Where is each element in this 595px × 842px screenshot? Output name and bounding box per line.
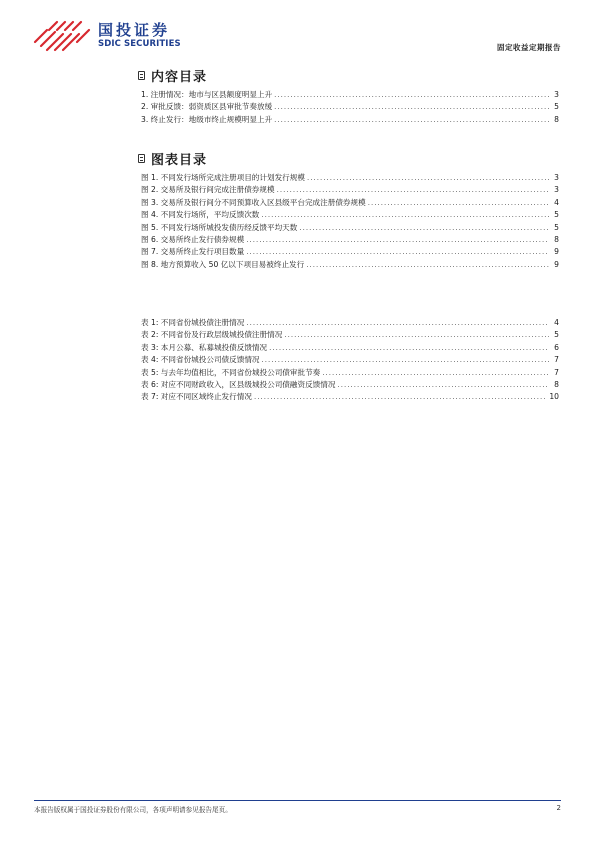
- contents-entry[interactable]: [141, 89, 559, 101]
- contents-entry-label: 1. 注册情况：地市与区县额度明显上升: [141, 90, 273, 99]
- figure-entry[interactable]: [141, 209, 559, 221]
- dot-leader: [307, 173, 549, 184]
- footer-disclaimer: 本报告版权属于国投证券股份有限公司，各项声明请参见报告尾页。: [34, 806, 232, 814]
- table-entry-page: 5: [554, 330, 559, 340]
- figure-entry[interactable]: [141, 172, 559, 184]
- dot-leader: [269, 343, 549, 354]
- contents-entry-page: 3: [554, 90, 559, 99]
- figure-entry-label: 图 6. 交易所终止发行债券规模: [141, 235, 245, 245]
- figure-entry-label: 图 4. 不同发行场所，平均反馈次数: [141, 210, 260, 220]
- figure-entry-page: 3: [554, 173, 559, 182]
- figure-entry[interactable]: [141, 234, 559, 246]
- document-icon: [138, 71, 145, 80]
- contents-entry[interactable]: [141, 101, 559, 113]
- dot-leader: [274, 90, 549, 101]
- page-header: [0, 0, 595, 60]
- contents-entry-label: 2. 审批反馈：弱资质区县审批节奏放缓: [141, 102, 273, 112]
- logo-text-cn: 国投证券: [98, 21, 171, 39]
- figure-entry-page: 4: [554, 197, 559, 207]
- figure-entry[interactable]: [141, 246, 559, 258]
- logo-icon: [33, 20, 91, 52]
- figure-entry[interactable]: [141, 259, 559, 271]
- figure-entry-page: 8: [554, 235, 559, 245]
- dot-leader: [337, 380, 549, 391]
- figure-entry-page: 9: [554, 259, 559, 269]
- dot-leader: [261, 210, 549, 221]
- contents-entry[interactable]: [141, 114, 559, 126]
- table-entry-page: 7: [554, 367, 559, 377]
- figure-entry-page: 9: [554, 247, 559, 257]
- figure-entry-label: 图 2. 交易所及银行间完成注册债券规模: [141, 185, 275, 195]
- contents-heading: [138, 66, 207, 85]
- figures-list: [141, 172, 559, 271]
- figure-entry[interactable]: [141, 184, 559, 196]
- dot-leader: [277, 185, 549, 196]
- dot-leader: [246, 318, 549, 329]
- table-entry[interactable]: [141, 391, 559, 403]
- dot-leader: [274, 102, 549, 113]
- figures-title: 图表目录: [151, 153, 208, 168]
- table-entry-page: 10: [549, 392, 559, 402]
- contents-title: 内容目录: [151, 70, 208, 85]
- table-entry-page: 4: [554, 318, 559, 327]
- table-entry-label: 表 7: 对应不同区域终止发行情况: [141, 392, 252, 402]
- figure-entry[interactable]: [141, 197, 559, 209]
- table-entry-label: 表 1: 不同省份城投债注册情况: [141, 318, 245, 327]
- dot-leader: [274, 115, 549, 126]
- figure-entry-label: 图 7. 交易所终止发行项目数量: [141, 247, 245, 257]
- table-entry[interactable]: [141, 354, 559, 366]
- table-entry[interactable]: [141, 379, 559, 391]
- tables-list: [141, 317, 559, 404]
- figure-entry-label: 图 5. 不同发行场所城投发债历经反馈平均天数: [141, 222, 298, 232]
- figure-entry-label: 图 8. 地方预算收入 50 亿以下项目易被终止发行: [141, 259, 305, 269]
- figures-heading: [138, 149, 207, 168]
- table-entry[interactable]: [141, 342, 559, 354]
- figure-entry-label: 图 1. 不同发行场所完成注册项目的计划发行规模: [141, 173, 305, 182]
- contents-entry-page: 8: [554, 114, 559, 124]
- dot-leader: [246, 235, 549, 246]
- document-icon: [138, 154, 145, 163]
- table-entry-label: 表 5: 与去年均值相比，不同省份城投公司债审批节奏: [141, 367, 321, 377]
- footer-divider: [34, 800, 561, 801]
- dot-leader: [254, 392, 547, 403]
- report-type-label: 固定收益定期报告: [497, 43, 561, 52]
- figure-entry-page: 3: [554, 185, 559, 195]
- figure-entry[interactable]: [141, 222, 559, 234]
- figure-entry-page: 5: [554, 210, 559, 220]
- dot-leader: [306, 260, 549, 271]
- page-number: 2: [556, 804, 561, 812]
- table-entry-label: 表 4: 不同省份城投公司债反馈情况: [141, 355, 260, 365]
- dot-leader: [262, 355, 549, 366]
- dot-leader: [322, 368, 549, 379]
- figure-entry-page: 5: [554, 222, 559, 232]
- contents-entry-page: 5: [554, 102, 559, 112]
- table-entry-label: 表 6: 对应不同财政收入，区县级城投公司债融资反馈情况: [141, 380, 336, 390]
- contents-entry-label: 3. 终止发行：地级市终止规模明显上升: [141, 114, 273, 124]
- table-entry-page: 6: [554, 342, 559, 352]
- contents-list: [141, 89, 559, 126]
- table-entry[interactable]: [141, 317, 559, 329]
- table-entry-label: 表 3: 本月公募、私募城投债反馈情况: [141, 342, 268, 352]
- table-entry-label: 表 2: 不同省份及行政层级城投债注册情况: [141, 330, 283, 340]
- dot-leader: [246, 247, 549, 258]
- dot-leader: [284, 330, 549, 341]
- table-entry[interactable]: [141, 329, 559, 341]
- dot-leader: [299, 223, 549, 234]
- dot-leader: [368, 198, 549, 209]
- figure-entry-label: 图 3. 交易所及银行间分不同预算收入区县级平台完成注册债券规模: [141, 197, 366, 207]
- table-entry-page: 8: [554, 380, 559, 390]
- table-entry[interactable]: [141, 367, 559, 379]
- logo-text-en: SDIC SECURITIES: [98, 39, 181, 49]
- table-entry-page: 7: [554, 355, 559, 365]
